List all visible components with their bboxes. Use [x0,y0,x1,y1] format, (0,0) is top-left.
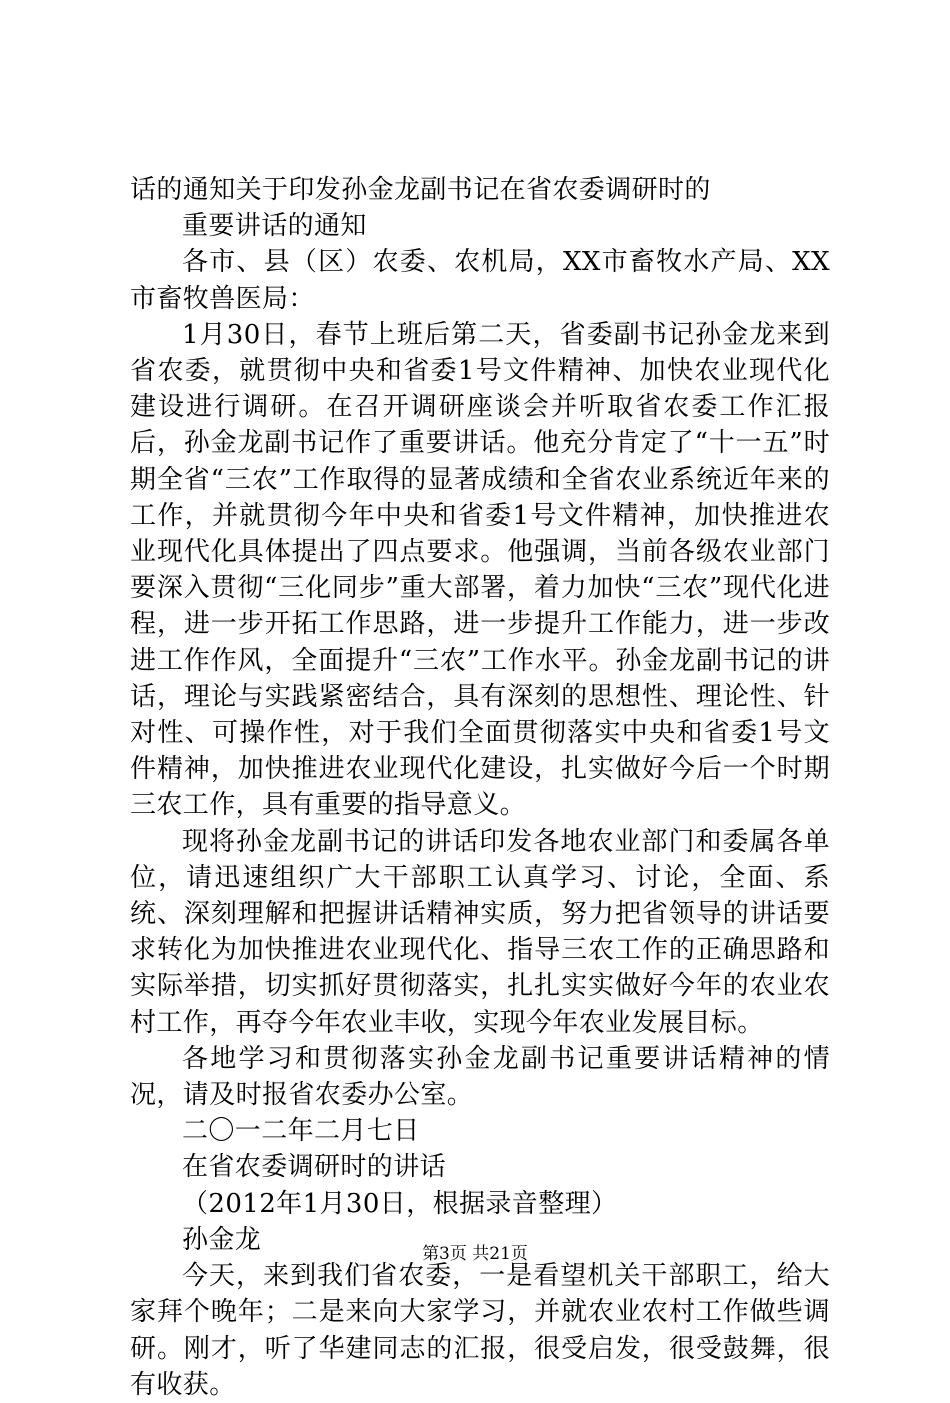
subheading: 重要讲话的通知 [182,211,367,242]
heading-line: 话的通知关于印发孙金龙副书记在省农委调研时的 [130,175,711,205]
speech-note: （2012年1月30日，根据录音整理） [182,1188,618,1219]
date-line: 二〇一二年二月七日 [182,1116,420,1147]
document-body [130,172,830,1403]
paragraph: 现将孙金龙副书记的讲话印发各地农业部门和委属各单位，请迅速组织广大干部职工认真学习、讨论，全面、系统、深刻理解和把握讲话精神实质，努力把省领导的讲话要求转化为加快推进农业现代化、指导三农工作的正确思路和实际举措，切实抓好贯彻落实，扎扎实实做好今年的农业农村工作，再夺今年农业丰收，实现今年农业发展目标。 [130,826,830,1038]
speech-title: 在省农委调研时的讲话 [182,1152,447,1183]
speaker-name: 孙金龙 [182,1224,262,1255]
paragraph: 1月30日，春节上班后第二天，省委副书记孙金龙来到省农委，就贯彻中央和省委1号文件精神、加快农业现代化建设进行调研。在召开调研座谈会并听取省农委工作汇报后，孙金龙副书记作了重要讲话。他充分肯定了“十一五”时期全省“三农”工作取得的显著成绩和全省农业系统近年来的工作，并就贯彻今年中央和省委1号文件精神，加快推进农业现代化具体提出了四点要求。他强调，当前各级农业部门要深入贯彻“三化同步”重大部署，着力加快“三农”现代化进程，进一步开拓工作思路，进一步提升工作能力，进一步改进工作作风，全面提升“三农”工作水平。孙金龙副书记的讲话，理论与实践紧密结合，具有深刻的思想性、理论性、针对性、可操作性，对于我们全面贯彻落实中央和省委1号文件精神，加快推进农业现代化建设，扎实做好今后一个时期三农工作，具有重要的指导意义。 [130,319,830,821]
recipients: 各市、县（区）农委、农机局，XX市畜牧水产局、XX市畜牧兽医局： [130,247,830,314]
paragraph: 今天，来到我们省农委，一是看望机关干部职工，给大家拜个晚年；二是来向大家学习，并就农业农村工作做些调研。刚才，听了华建同志的汇报，很受启发，很受鼓舞，很有收获。 [130,1261,830,1400]
paragraph: 各地学习和贯彻落实孙金龙副书记重要讲话精神的情况，请及时报省农委办公室。 [130,1043,830,1111]
page-indicator: 第3页 共21页 [422,1244,528,1264]
